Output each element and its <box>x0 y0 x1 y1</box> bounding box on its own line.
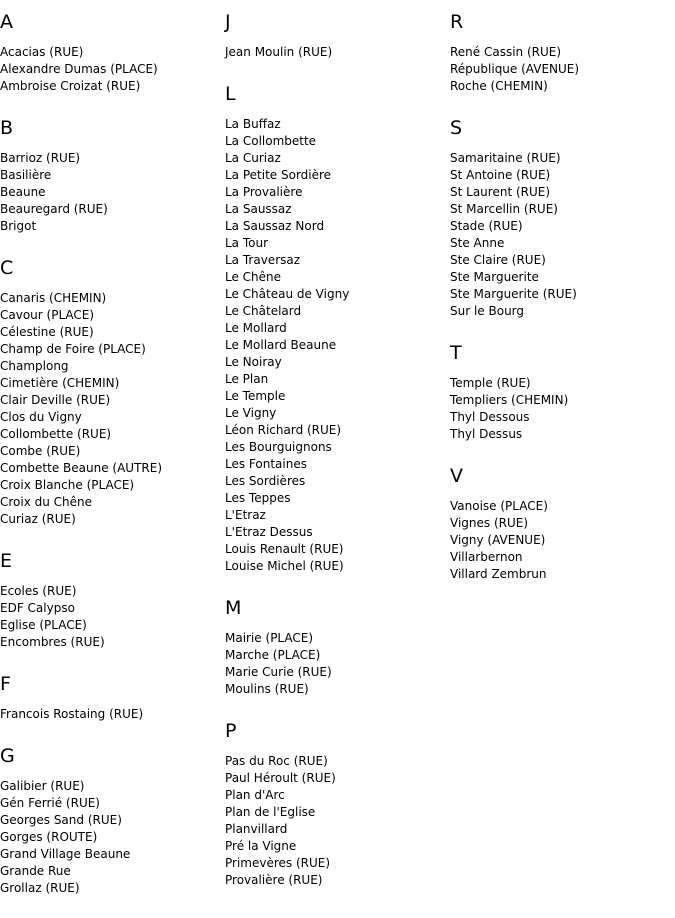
street-link[interactable]: Sur le Bourg <box>450 304 525 318</box>
street-link[interactable]: Clos du Vigny <box>0 410 82 424</box>
street-link[interactable]: Les Teppes <box>225 491 291 505</box>
street-link[interactable]: Provalière (RUE) <box>225 873 323 887</box>
street-link[interactable]: Le Chêne <box>225 270 282 284</box>
street-link[interactable]: Le Plan <box>225 372 269 386</box>
street-link[interactable]: La Petite Sordière <box>225 168 332 182</box>
letter-section <box>0 256 220 528</box>
street-link[interactable]: Georges Sand (RUE) <box>0 813 122 827</box>
street-link[interactable]: Alexandre Dumas (PLACE) <box>0 62 158 76</box>
street-link[interactable]: Cimetière (CHEMIN) <box>0 376 120 390</box>
street-link[interactable]: Grand Village Beaune <box>0 847 131 861</box>
street-link[interactable]: La Traversaz <box>225 253 301 267</box>
street-link[interactable]: Le Temple <box>225 389 286 403</box>
street-link[interactable]: Acacias (RUE) <box>0 45 84 59</box>
index-column <box>450 10 670 604</box>
letter-section <box>450 464 670 583</box>
street-link[interactable]: Croix du Chêne <box>0 495 93 509</box>
letter-section <box>225 82 445 575</box>
street-link[interactable]: Beaune <box>0 185 46 199</box>
street-link[interactable]: Francois Rostaing (RUE) <box>0 707 144 721</box>
street-link[interactable]: Pré la Vigne <box>225 839 297 853</box>
street-link[interactable]: Le Mollard Beaune <box>225 338 337 352</box>
street-link[interactable]: La Collombette <box>225 134 317 148</box>
street-link[interactable]: Clair Deville (RUE) <box>0 393 111 407</box>
street-link[interactable]: La Saussaz <box>225 202 292 216</box>
street-link[interactable]: Vignes (RUE) <box>450 516 529 530</box>
street-link[interactable]: Jean Moulin (RUE) <box>225 45 333 59</box>
street-link[interactable]: EDF Calypso <box>0 601 75 615</box>
index-column <box>0 10 220 918</box>
street-link[interactable]: René Cassin (RUE) <box>450 45 562 59</box>
street-link[interactable]: Moulins (RUE) <box>225 682 309 696</box>
street-link[interactable]: Ambroise Croizat (RUE) <box>0 79 141 93</box>
letter-section <box>450 10 670 95</box>
street-link[interactable]: Plan de l'Eglise <box>225 805 316 819</box>
letter-heading: G <box>0 745 15 767</box>
letter-section <box>0 116 220 235</box>
letter-section <box>225 719 445 889</box>
street-link[interactable]: Grollaz (RUE) <box>0 881 80 895</box>
street-link[interactable]: Stade (RUE) <box>450 219 523 233</box>
letter-heading: T <box>450 342 462 364</box>
street-link[interactable]: La Curiaz <box>225 151 281 165</box>
street-link[interactable]: Champlong <box>0 359 69 373</box>
street-link[interactable]: Croix Blanche (PLACE) <box>0 478 135 492</box>
street-link[interactable]: Les Fontaines <box>225 457 307 471</box>
street-link[interactable]: Mairie (PLACE) <box>225 631 314 645</box>
street-link[interactable]: Cavour (PLACE) <box>0 308 95 322</box>
letter-heading: J <box>225 11 231 33</box>
street-link[interactable]: Léon Richard (RUE) <box>225 423 342 437</box>
street-link[interactable]: Beauregard (RUE) <box>0 202 108 216</box>
letter-heading: B <box>0 117 14 139</box>
street-link[interactable]: La Provalière <box>225 185 303 199</box>
street-link[interactable]: Champ de Foire (PLACE) <box>0 342 146 356</box>
street-link[interactable]: Ste Marguerite (RUE) <box>450 287 577 301</box>
street-link[interactable]: L'Etraz Dessus <box>225 525 313 539</box>
street-link[interactable]: Galibier (RUE) <box>0 779 85 793</box>
street-link[interactable]: Villarbernon <box>450 550 523 564</box>
street-link[interactable]: La Saussaz Nord <box>225 219 325 233</box>
street-link[interactable]: Vanoise (PLACE) <box>450 499 548 513</box>
street-link[interactable]: Planvillard <box>225 822 288 836</box>
letter-heading: F <box>0 673 11 695</box>
letter-heading: M <box>225 597 242 619</box>
street-link[interactable]: Thyl Dessus <box>450 427 523 441</box>
street-link[interactable]: Curiaz (RUE) <box>0 512 76 526</box>
street-link[interactable]: Grande Rue <box>0 864 71 878</box>
street-link[interactable]: Canaris (CHEMIN) <box>0 291 107 305</box>
letter-section <box>0 744 220 897</box>
street-link[interactable]: Encombres (RUE) <box>0 635 105 649</box>
street-link[interactable]: Ste Claire (RUE) <box>450 253 546 267</box>
street-link[interactable]: Le Noiray <box>225 355 282 369</box>
street-link[interactable]: Les Sordières <box>225 474 306 488</box>
street-link[interactable]: Le Châtelard <box>225 304 302 318</box>
index-column <box>225 10 445 910</box>
street-link[interactable]: Ste Marguerite <box>450 270 539 284</box>
street-link[interactable]: Célestine (RUE) <box>0 325 94 339</box>
street-link[interactable]: Ecoles (RUE) <box>0 584 77 598</box>
letter-heading: C <box>0 257 14 279</box>
street-link[interactable]: Plan d'Arc <box>225 788 285 802</box>
letter-section <box>0 10 220 95</box>
street-link[interactable]: Gorges (ROUTE) <box>0 830 98 844</box>
street-link[interactable]: L'Etraz <box>225 508 266 522</box>
street-link[interactable]: Combette Beaune (AUTRE) <box>0 461 162 475</box>
street-link[interactable]: La Tour <box>225 236 269 250</box>
street-link[interactable]: Templiers (CHEMIN) <box>450 393 569 407</box>
letter-section <box>225 10 445 61</box>
street-link[interactable]: St Antoine (RUE) <box>450 168 551 182</box>
street-link[interactable]: Marche (PLACE) <box>225 648 321 662</box>
street-link[interactable]: Le Château de Vigny <box>225 287 350 301</box>
street-link[interactable]: Vigny (AVENUE) <box>450 533 546 547</box>
letter-heading: R <box>450 11 464 33</box>
street-link[interactable]: Eglise (PLACE) <box>0 618 87 632</box>
letter-heading: A <box>0 11 13 33</box>
street-link[interactable]: Paul Héroult (RUE) <box>225 771 336 785</box>
letter-section <box>450 341 670 443</box>
street-link[interactable]: Villard Zembrun <box>450 567 547 581</box>
street-link[interactable]: Roche (CHEMIN) <box>450 79 548 93</box>
letter-section <box>0 549 220 651</box>
street-link[interactable]: Collombette (RUE) <box>0 427 112 441</box>
street-link[interactable]: Le Mollard <box>225 321 287 335</box>
street-link[interactable]: St Laurent (RUE) <box>450 185 551 199</box>
street-link[interactable]: Basilière <box>0 168 52 182</box>
street-link[interactable]: Samaritaine (RUE) <box>450 151 561 165</box>
letter-section <box>225 596 445 698</box>
street-link[interactable]: Combe (RUE) <box>0 444 81 458</box>
street-link[interactable]: Marie Curie (RUE) <box>225 665 332 679</box>
street-link[interactable]: Louise Michel (RUE) <box>225 559 344 573</box>
street-link[interactable]: République (AVENUE) <box>450 62 580 76</box>
street-link[interactable]: Ste Anne <box>450 236 505 250</box>
street-link[interactable]: Pas du Roc (RUE) <box>225 754 328 768</box>
street-link[interactable]: St Marcellin (RUE) <box>450 202 558 216</box>
letter-heading: P <box>225 720 237 742</box>
letter-heading: L <box>225 83 236 105</box>
letter-heading: S <box>450 117 463 139</box>
street-link[interactable]: Gén Ferrié (RUE) <box>0 796 100 810</box>
street-link[interactable]: Le Vigny <box>225 406 277 420</box>
street-link[interactable]: La Buffaz <box>225 117 281 131</box>
street-link[interactable]: Temple (RUE) <box>450 376 531 390</box>
letter-heading: V <box>450 465 463 487</box>
street-link[interactable]: Brigot <box>0 219 37 233</box>
street-link[interactable]: Barrioz (RUE) <box>0 151 81 165</box>
letter-section <box>0 672 220 723</box>
street-link[interactable]: Primevères (RUE) <box>225 856 331 870</box>
street-link[interactable]: Louis Renault (RUE) <box>225 542 344 556</box>
letter-section <box>450 116 670 320</box>
street-link[interactable]: Thyl Dessous <box>450 410 530 424</box>
letter-heading: E <box>0 550 13 572</box>
street-link[interactable]: Les Bourguignons <box>225 440 332 454</box>
